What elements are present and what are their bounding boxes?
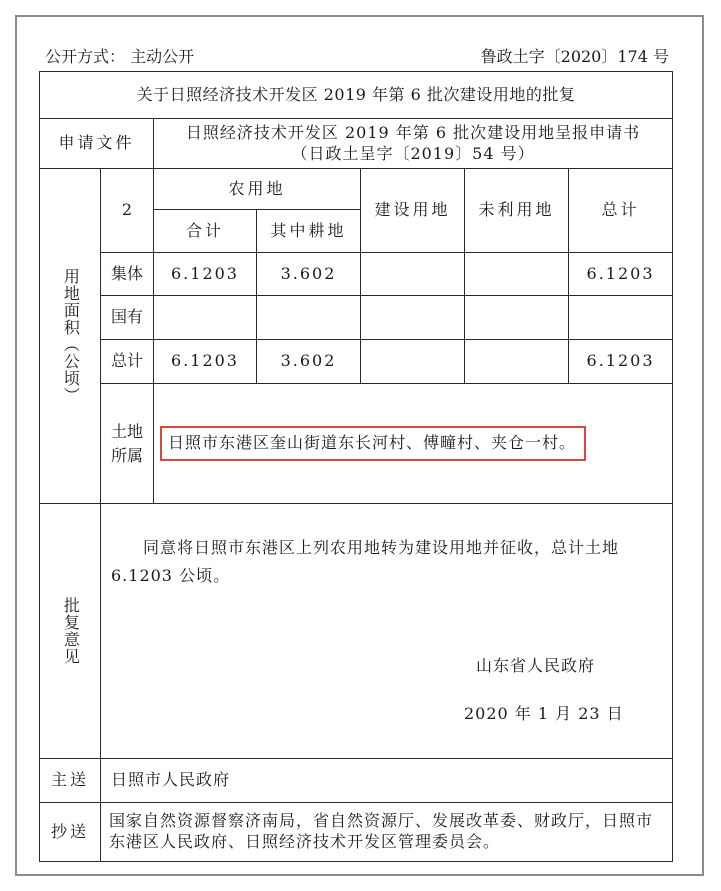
cell-subtotal: 6.1203	[154, 253, 257, 296]
cell-construction	[361, 253, 465, 296]
cell-unused	[465, 296, 569, 340]
cell-subtotal: 6.1203	[154, 340, 257, 384]
application-value	[154, 119, 673, 169]
approval-org: 山东省人民政府	[476, 656, 596, 675]
cell-cultivated: 3.602	[257, 340, 361, 384]
area-row-total	[40, 340, 673, 384]
approval-text: 同意将日照市东港区上列农用地转为建设用地并征收，总计土地 6.1203 公顷。	[111, 538, 620, 585]
cell-construction	[361, 340, 465, 384]
copy-to-row	[40, 803, 673, 862]
corner-cell: 2	[101, 169, 154, 253]
document-number: 鲁政土字〔2020〕174 号	[480, 47, 669, 66]
area-header-row-1	[40, 169, 673, 210]
row-label: 集体	[101, 253, 154, 296]
approval-label	[40, 504, 101, 759]
application-label: 申请文件	[40, 119, 154, 169]
cell-cultivated	[257, 296, 361, 340]
header-construction: 建设用地	[361, 169, 465, 253]
title-row	[40, 72, 673, 119]
approval-cell	[101, 504, 673, 759]
header-agricultural: 农用地	[154, 169, 361, 210]
cell-unused	[465, 340, 569, 384]
cell-total: 6.1203	[569, 253, 673, 296]
cell-total: 6.1203	[569, 340, 673, 384]
location-value: 日照市东港区奎山街道东长河村、傅疃村、夹仓一村。	[160, 426, 586, 461]
disclosure-method: 公开方式： 主动公开	[45, 47, 195, 66]
send-to-row	[40, 759, 673, 803]
application-line-2: （日政土呈字〔2019〕54 号）	[291, 143, 535, 163]
cell-cultivated: 3.602	[257, 253, 361, 296]
location-label-text: 土地所属	[110, 421, 143, 465]
application-row	[40, 119, 673, 169]
area-row-state	[40, 296, 673, 340]
row-label: 总计	[101, 340, 154, 384]
application-line-1: 日照经济技术开发区 2019 年第 6 批次建设用地呈报申请书	[185, 122, 641, 142]
location-row	[40, 384, 673, 504]
row-label: 国有	[101, 296, 154, 340]
header-total: 总计	[569, 169, 673, 253]
send-to-value: 日照市人民政府	[101, 759, 673, 803]
land-area-label-text: 用地面积（公顷）	[61, 268, 81, 404]
approval-date: 2020 年 1 月 23 日	[464, 704, 624, 723]
location-cell	[154, 384, 673, 504]
area-row-collective	[40, 253, 673, 296]
approval-table	[39, 71, 673, 862]
land-area-side-label	[40, 169, 101, 504]
header-unused: 未利用地	[465, 169, 569, 253]
location-label	[101, 384, 154, 504]
header-cultivated: 其中耕地	[257, 210, 361, 253]
cell-unused	[465, 253, 569, 296]
cell-construction	[361, 296, 465, 340]
send-to-label: 主送	[40, 759, 101, 803]
copy-to-value: 国家自然资源督察济南局，省自然资源厅、发展改革委、财政厅，日照市东港区人民政府、日照经济技术开发区管理委员会。	[101, 803, 673, 862]
document-title: 关于日照经济技术开发区 2019 年第 6 批次建设用地的批复	[40, 72, 673, 119]
copy-to-label: 抄送	[40, 803, 101, 862]
cell-subtotal	[154, 296, 257, 340]
approval-label-text: 批复意见	[61, 597, 81, 665]
header-subtotal: 合计	[154, 210, 257, 253]
approval-row	[40, 504, 673, 759]
cell-total	[569, 296, 673, 340]
